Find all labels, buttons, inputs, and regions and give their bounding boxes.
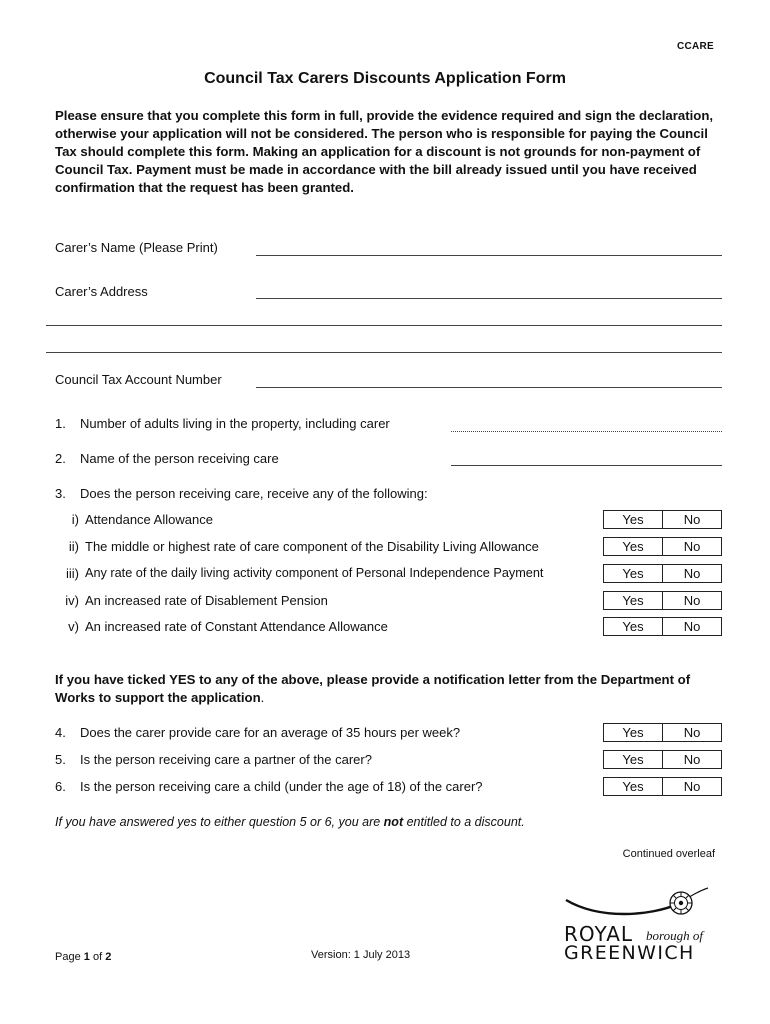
sub-item-text: The middle or highest rate of care component of the Disability Living Allowance xyxy=(85,539,539,554)
evidence-note-period: . xyxy=(260,690,265,705)
eligibility-text-suffix: entitled to a discount. xyxy=(403,815,525,829)
page-word: Page xyxy=(55,951,81,963)
yes-option[interactable]: Yes xyxy=(604,778,663,795)
page-number: 1 xyxy=(83,951,90,963)
sub-item-text: An increased rate of Constant Attendance Allowance xyxy=(85,619,388,634)
continued-overleaf: Continued overleaf xyxy=(622,848,715,860)
no-option[interactable]: No xyxy=(683,512,701,527)
eligibility-text-prefix: If you have answered yes to either question 5 or 6, you are xyxy=(55,815,384,829)
q1-number: 1. xyxy=(55,416,66,431)
evidence-note xyxy=(55,671,715,707)
eligibility-text-not: not xyxy=(383,815,404,829)
page-title: Council Tax Carers Discounts Application Form xyxy=(204,70,566,87)
yes-no-box xyxy=(603,617,722,636)
q4-number: 4. xyxy=(55,725,66,740)
no-option[interactable]: No xyxy=(683,593,701,608)
sub-item-number: ii) xyxy=(68,539,79,554)
page-total: 2 xyxy=(105,951,112,963)
yes-no-box xyxy=(603,591,722,610)
no-option[interactable]: No xyxy=(683,779,701,794)
carers-address-field-line-2[interactable] xyxy=(46,325,722,326)
form-code: CCARE xyxy=(676,41,714,52)
carers-address-field-line-1[interactable] xyxy=(256,298,722,299)
q6-number: 6. xyxy=(55,779,66,794)
yes-option[interactable]: Yes xyxy=(604,511,663,528)
q2-answer-field[interactable] xyxy=(451,465,722,466)
carers-address-field-line-3[interactable] xyxy=(46,352,722,353)
sub-item-number: iv) xyxy=(65,593,79,608)
greenwich-logo-swoosh-icon xyxy=(560,886,720,922)
q5-number: 5. xyxy=(55,752,66,767)
yes-no-box xyxy=(603,537,722,556)
yes-no-box xyxy=(603,510,722,529)
discount-eligibility-note xyxy=(55,815,525,829)
q3-number: 3. xyxy=(55,486,66,501)
q2-number: 2. xyxy=(55,451,66,466)
no-option[interactable]: No xyxy=(683,619,701,634)
q5-yes-no-box xyxy=(603,750,722,769)
yes-option[interactable]: Yes xyxy=(604,565,663,582)
q6-yes-no-box xyxy=(603,777,722,796)
no-option[interactable]: No xyxy=(683,725,701,740)
carers-name-label: Carer’s Name (Please Print) xyxy=(55,240,218,255)
account-number-field[interactable] xyxy=(256,387,722,388)
yes-option[interactable]: Yes xyxy=(604,592,663,609)
sub-item-number: iii) xyxy=(66,566,79,581)
yes-option[interactable]: Yes xyxy=(604,618,663,635)
yes-option[interactable]: Yes xyxy=(604,751,663,768)
q4-text: Does the carer provide care for an average of 35 hours per week? xyxy=(80,725,461,740)
q4-yes-no-box xyxy=(603,723,722,742)
carers-address-label: Carer’s Address xyxy=(55,284,148,299)
no-option[interactable]: No xyxy=(683,752,701,767)
q1-text: Number of adults living in the property, including carer xyxy=(80,416,390,431)
page-of-word: of xyxy=(92,951,103,963)
intro-text: Please ensure that you complete this form in full, provide the evidence required and sign the declaration, otherwise your application will not be considered. The person who is responsible for paying the Council Tax should complete this form. Making an application for a discount is not grounds for non-payment of Council Tax. Payment must be made in accordance with the bill already issued until you have received confirmation that the request has been granted. xyxy=(55,108,714,195)
carers-name-field[interactable] xyxy=(256,255,722,256)
account-number-label: Council Tax Account Number xyxy=(55,372,222,387)
yes-no-box xyxy=(603,564,722,583)
version-label: Version: 1 July 2013 xyxy=(311,949,411,961)
q2-text: Name of the person receiving care xyxy=(80,451,279,466)
logo-royal: ROYAL xyxy=(564,922,634,946)
logo-greenwich: GREENWICH xyxy=(564,942,695,964)
q5-text: Is the person receiving care a partner of the carer? xyxy=(80,752,372,767)
yes-option[interactable]: Yes xyxy=(604,724,663,741)
q1-answer-field[interactable] xyxy=(451,431,722,432)
no-option[interactable]: No xyxy=(683,566,701,581)
evidence-note-text: If you have ticked YES to any of the above, please provide a notification letter from the Department of Works to support the application xyxy=(55,672,691,705)
sub-item-text: An increased rate of Disablement Pension xyxy=(85,593,328,608)
sub-item-number: v) xyxy=(68,619,79,634)
yes-option[interactable]: Yes xyxy=(604,538,663,555)
page-indicator xyxy=(55,951,111,963)
sub-item-number: i) xyxy=(71,512,79,527)
logo-borough-of: borough of xyxy=(646,928,703,943)
sub-item-text: Any rate of the daily living activity component of Personal Independence Payment xyxy=(85,566,544,580)
sub-item-text: Attendance Allowance xyxy=(85,512,213,527)
q3-text: Does the person receiving care, receive any of the following: xyxy=(80,486,428,501)
q6-text: Is the person receiving care a child (under the age of 18) of the carer? xyxy=(80,779,483,794)
no-option[interactable]: No xyxy=(683,539,701,554)
